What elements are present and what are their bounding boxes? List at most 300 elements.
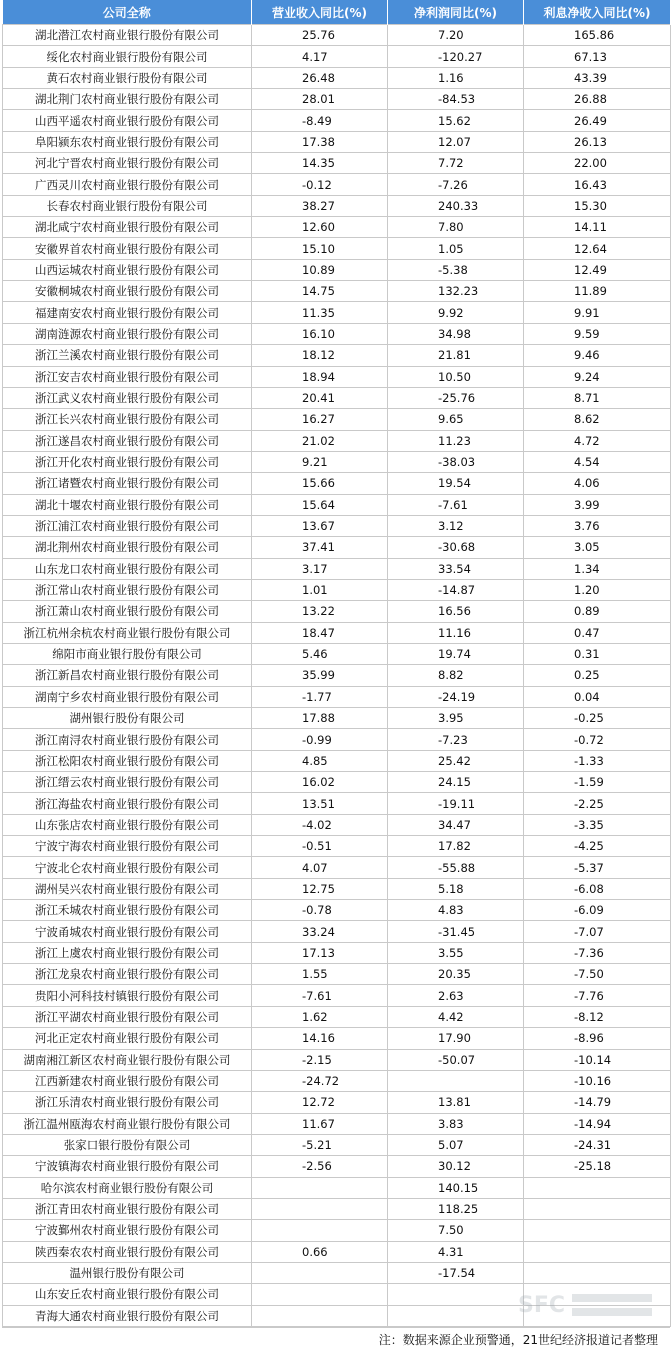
- cell-net-profit-yoy: 17.90: [388, 1028, 524, 1049]
- header-net-profit-yoy[interactable]: 净利润同比(%): [388, 0, 524, 25]
- table-row: [3, 67, 671, 88]
- table-row: [3, 25, 671, 46]
- cell-company-name: 湖北十堰农村商业银行股份有限公司: [3, 494, 252, 515]
- table-row: [3, 217, 671, 238]
- cell-net-profit-yoy: 25.42: [388, 750, 524, 771]
- cell-net-profit-yoy: 21.81: [388, 345, 524, 366]
- cell-net-interest-income-yoy: 26.88: [524, 89, 671, 110]
- cell-net-interest-income-yoy: 14.11: [524, 217, 671, 238]
- cell-net-profit-yoy: 19.74: [388, 643, 524, 664]
- cell-net-profit-yoy: 17.82: [388, 836, 524, 857]
- cell-net-profit-yoy: -31.45: [388, 921, 524, 942]
- cell-net-interest-income-yoy: -5.37: [524, 857, 671, 878]
- cell-revenue-yoy: 18.12: [252, 345, 388, 366]
- cell-company-name: 河北正定农村商业银行股份有限公司: [3, 1028, 252, 1049]
- cell-net-interest-income-yoy: 9.46: [524, 345, 671, 366]
- cell-company-name: 浙江萧山农村商业银行股份有限公司: [3, 601, 252, 622]
- cell-revenue-yoy: 16.10: [252, 323, 388, 344]
- table-row: [3, 900, 671, 921]
- cell-net-profit-yoy: 4.42: [388, 1006, 524, 1027]
- cell-revenue-yoy: -0.51: [252, 836, 388, 857]
- cell-company-name: 浙江浦江农村商业银行股份有限公司: [3, 515, 252, 536]
- table-row: [3, 921, 671, 942]
- page: [2, 0, 670, 1356]
- cell-net-profit-yoy: [388, 1284, 524, 1305]
- cell-revenue-yoy: 18.94: [252, 366, 388, 387]
- cell-revenue-yoy: 12.72: [252, 1092, 388, 1113]
- cell-net-interest-income-yoy: 11.89: [524, 281, 671, 302]
- cell-net-interest-income-yoy: -25.18: [524, 1156, 671, 1177]
- cell-net-profit-yoy: -7.23: [388, 729, 524, 750]
- cell-net-profit-yoy: 132.23: [388, 281, 524, 302]
- cell-company-name: 安徽界首农村商业银行股份有限公司: [3, 238, 252, 259]
- table-row: [3, 195, 671, 216]
- cell-company-name: 浙江遂昌农村商业银行股份有限公司: [3, 430, 252, 451]
- cell-net-interest-income-yoy: -0.25: [524, 708, 671, 729]
- svg-text:SFC: SFC: [518, 1292, 566, 1318]
- cell-company-name: 河北宁晋农村商业银行股份有限公司: [3, 153, 252, 174]
- cell-net-profit-yoy: 5.18: [388, 878, 524, 899]
- cell-net-interest-income-yoy: -6.08: [524, 878, 671, 899]
- cell-net-profit-yoy: 20.35: [388, 964, 524, 985]
- cell-net-profit-yoy: 240.33: [388, 195, 524, 216]
- cell-company-name: 哈尔滨农村商业银行股份有限公司: [3, 1177, 252, 1198]
- cell-company-name: 张家口银行股份有限公司: [3, 1134, 252, 1155]
- table-row: [3, 366, 671, 387]
- cell-net-profit-yoy: -5.38: [388, 259, 524, 280]
- cell-company-name: 浙江温州瓯海农村商业银行股份有限公司: [3, 1113, 252, 1134]
- cell-company-name: 绵阳市商业银行股份有限公司: [3, 643, 252, 664]
- cell-revenue-yoy: 9.21: [252, 451, 388, 472]
- cell-net-interest-income-yoy: 8.71: [524, 387, 671, 408]
- cell-net-profit-yoy: 15.62: [388, 110, 524, 131]
- cell-net-interest-income-yoy: 67.13: [524, 46, 671, 67]
- cell-net-interest-income-yoy: -2.25: [524, 793, 671, 814]
- cell-company-name: 浙江海盐农村商业银行股份有限公司: [3, 793, 252, 814]
- cell-net-profit-yoy: 3.55: [388, 942, 524, 963]
- table-row: [3, 323, 671, 344]
- cell-revenue-yoy: 16.02: [252, 772, 388, 793]
- cell-revenue-yoy: 12.60: [252, 217, 388, 238]
- cell-net-interest-income-yoy: -4.25: [524, 836, 671, 857]
- cell-net-profit-yoy: 11.16: [388, 622, 524, 643]
- table-row: [3, 1049, 671, 1070]
- cell-net-interest-income-yoy: [524, 1220, 671, 1241]
- cell-revenue-yoy: [252, 1198, 388, 1219]
- cell-company-name: 浙江安吉农村商业银行股份有限公司: [3, 366, 252, 387]
- cell-net-interest-income-yoy: 4.06: [524, 473, 671, 494]
- cell-revenue-yoy: -2.15: [252, 1049, 388, 1070]
- cell-company-name: 湖州银行股份有限公司: [3, 708, 252, 729]
- cell-net-interest-income-yoy: 3.76: [524, 515, 671, 536]
- cell-net-interest-income-yoy: 1.20: [524, 579, 671, 600]
- cell-company-name: 浙江杭州余杭农村商业银行股份有限公司: [3, 622, 252, 643]
- cell-net-interest-income-yoy: [524, 1305, 671, 1326]
- cell-company-name: 山东张店农村商业银行股份有限公司: [3, 814, 252, 835]
- cell-company-name: 浙江新昌农村商业银行股份有限公司: [3, 665, 252, 686]
- cell-net-profit-yoy: 7.72: [388, 153, 524, 174]
- cell-revenue-yoy: 15.10: [252, 238, 388, 259]
- cell-revenue-yoy: [252, 1305, 388, 1326]
- table-row: [3, 302, 671, 323]
- cell-net-profit-yoy: -7.61: [388, 494, 524, 515]
- cell-net-interest-income-yoy: 4.54: [524, 451, 671, 472]
- cell-company-name: 湖北荆州农村商业银行股份有限公司: [3, 537, 252, 558]
- cell-company-name: 浙江武义农村商业银行股份有限公司: [3, 387, 252, 408]
- cell-company-name: 浙江开化农村商业银行股份有限公司: [3, 451, 252, 472]
- cell-company-name: 长春农村商业银行股份有限公司: [3, 195, 252, 216]
- cell-net-interest-income-yoy: -7.07: [524, 921, 671, 942]
- table-row: [3, 1305, 671, 1326]
- cell-net-interest-income-yoy: -10.14: [524, 1049, 671, 1070]
- cell-net-interest-income-yoy: 4.72: [524, 430, 671, 451]
- cell-revenue-yoy: -0.12: [252, 174, 388, 195]
- cell-net-interest-income-yoy: [524, 1241, 671, 1262]
- cell-net-profit-yoy: 24.15: [388, 772, 524, 793]
- header-revenue-yoy[interactable]: 营业收入同比(%): [252, 0, 388, 25]
- cell-revenue-yoy: 14.16: [252, 1028, 388, 1049]
- cell-revenue-yoy: 20.41: [252, 387, 388, 408]
- cell-company-name: 江西新建农村商业银行股份有限公司: [3, 1070, 252, 1091]
- cell-net-interest-income-yoy: -24.31: [524, 1134, 671, 1155]
- cell-company-name: 宁波镇海农村商业银行股份有限公司: [3, 1156, 252, 1177]
- table-row: [3, 1177, 671, 1198]
- cell-net-interest-income-yoy: -7.36: [524, 942, 671, 963]
- cell-net-interest-income-yoy: 9.91: [524, 302, 671, 323]
- table-row: [3, 238, 671, 259]
- cell-revenue-yoy: -0.78: [252, 900, 388, 921]
- cell-net-profit-yoy: 34.47: [388, 814, 524, 835]
- cell-revenue-yoy: 35.99: [252, 665, 388, 686]
- cell-revenue-yoy: [252, 1262, 388, 1283]
- cell-net-interest-income-yoy: [524, 1262, 671, 1283]
- table-row: [3, 686, 671, 707]
- cell-net-interest-income-yoy: 16.43: [524, 174, 671, 195]
- cell-company-name: 安徽桐城农村商业银行股份有限公司: [3, 281, 252, 302]
- cell-revenue-yoy: 0.66: [252, 1241, 388, 1262]
- cell-net-interest-income-yoy: -6.09: [524, 900, 671, 921]
- cell-company-name: 浙江常山农村商业银行股份有限公司: [3, 579, 252, 600]
- cell-revenue-yoy: 1.01: [252, 579, 388, 600]
- cell-revenue-yoy: 33.24: [252, 921, 388, 942]
- cell-company-name: 贵阳小河科技村镇银行股份有限公司: [3, 985, 252, 1006]
- table-row: [3, 1241, 671, 1262]
- table-body: [3, 25, 671, 1327]
- cell-company-name: 湖州吴兴农村商业银行股份有限公司: [3, 878, 252, 899]
- table-row: [3, 836, 671, 857]
- cell-company-name: 湖北咸宁农村商业银行股份有限公司: [3, 217, 252, 238]
- cell-revenue-yoy: [252, 1284, 388, 1305]
- table-row: [3, 409, 671, 430]
- table-row: [3, 579, 671, 600]
- cell-company-name: 阜阳颍东农村商业银行股份有限公司: [3, 131, 252, 152]
- cell-net-interest-income-yoy: -8.12: [524, 1006, 671, 1027]
- cell-revenue-yoy: 1.55: [252, 964, 388, 985]
- cell-net-interest-income-yoy: 0.47: [524, 622, 671, 643]
- cell-company-name: 山东龙口农村商业银行股份有限公司: [3, 558, 252, 579]
- cell-company-name: 湖南涟源农村商业银行股份有限公司: [3, 323, 252, 344]
- cell-company-name: 山东安丘农村商业银行股份有限公司: [3, 1284, 252, 1305]
- cell-net-interest-income-yoy: -14.79: [524, 1092, 671, 1113]
- table-header: [3, 0, 671, 25]
- cell-net-profit-yoy: [388, 1305, 524, 1326]
- cell-company-name: 陕西秦农农村商业银行股份有限公司: [3, 1241, 252, 1262]
- cell-net-interest-income-yoy: 43.39: [524, 67, 671, 88]
- table-row: [3, 1070, 671, 1091]
- table-row: [3, 345, 671, 366]
- cell-revenue-yoy: 15.66: [252, 473, 388, 494]
- table-row: [3, 857, 671, 878]
- cell-revenue-yoy: 15.64: [252, 494, 388, 515]
- cell-net-interest-income-yoy: 9.59: [524, 323, 671, 344]
- cell-revenue-yoy: 28.01: [252, 89, 388, 110]
- cell-net-profit-yoy: 30.12: [388, 1156, 524, 1177]
- cell-company-name: 绥化农村商业银行股份有限公司: [3, 46, 252, 67]
- table-row: [3, 793, 671, 814]
- table-row: [3, 878, 671, 899]
- cell-company-name: 浙江禾城农村商业银行股份有限公司: [3, 900, 252, 921]
- table-row: [3, 1284, 671, 1305]
- cell-company-name: 浙江龙泉农村商业银行股份有限公司: [3, 964, 252, 985]
- cell-net-profit-yoy: [388, 1070, 524, 1091]
- cell-net-profit-yoy: 8.82: [388, 665, 524, 686]
- header-row: [3, 0, 671, 25]
- cell-net-interest-income-yoy: 26.13: [524, 131, 671, 152]
- cell-company-name: 浙江缙云农村商业银行股份有限公司: [3, 772, 252, 793]
- table-row: [3, 750, 671, 771]
- cell-net-profit-yoy: -7.26: [388, 174, 524, 195]
- cell-company-name: 湖北潜江农村商业银行股份有限公司: [3, 25, 252, 46]
- table-row: [3, 473, 671, 494]
- cell-company-name: 青海大通农村商业银行股份有限公司: [3, 1305, 252, 1326]
- cell-revenue-yoy: 3.17: [252, 558, 388, 579]
- table-row: [3, 1028, 671, 1049]
- cell-revenue-yoy: 14.75: [252, 281, 388, 302]
- cell-revenue-yoy: 13.51: [252, 793, 388, 814]
- cell-revenue-yoy: [252, 1177, 388, 1198]
- cell-net-interest-income-yoy: 22.00: [524, 153, 671, 174]
- cell-net-profit-yoy: -19.11: [388, 793, 524, 814]
- cell-net-profit-yoy: 3.95: [388, 708, 524, 729]
- cell-company-name: 宁波宁海农村商业银行股份有限公司: [3, 836, 252, 857]
- cell-company-name: 浙江松阳农村商业银行股份有限公司: [3, 750, 252, 771]
- cell-company-name: 浙江诸暨农村商业银行股份有限公司: [3, 473, 252, 494]
- cell-net-interest-income-yoy: 12.49: [524, 259, 671, 280]
- table-row: [3, 259, 671, 280]
- cell-revenue-yoy: 13.22: [252, 601, 388, 622]
- cell-net-interest-income-yoy: 0.31: [524, 643, 671, 664]
- cell-net-profit-yoy: 10.50: [388, 366, 524, 387]
- cell-net-profit-yoy: 33.54: [388, 558, 524, 579]
- cell-company-name: 浙江兰溪农村商业银行股份有限公司: [3, 345, 252, 366]
- cell-net-interest-income-yoy: -0.72: [524, 729, 671, 750]
- cell-revenue-yoy: 21.02: [252, 430, 388, 451]
- cell-company-name: 温州银行股份有限公司: [3, 1262, 252, 1283]
- cell-company-name: 黄石农村商业银行股份有限公司: [3, 67, 252, 88]
- cell-company-name: 宁波北仑农村商业银行股份有限公司: [3, 857, 252, 878]
- cell-revenue-yoy: 4.17: [252, 46, 388, 67]
- cell-net-interest-income-yoy: -8.96: [524, 1028, 671, 1049]
- table-row: [3, 601, 671, 622]
- cell-net-profit-yoy: -30.68: [388, 537, 524, 558]
- table-row: [3, 515, 671, 536]
- cell-net-profit-yoy: 7.50: [388, 1220, 524, 1241]
- cell-net-profit-yoy: 5.07: [388, 1134, 524, 1155]
- table-row: [3, 131, 671, 152]
- cell-company-name: 湖南湘江新区农村商业银行股份有限公司: [3, 1049, 252, 1070]
- cell-company-name: 福建南安农村商业银行股份有限公司: [3, 302, 252, 323]
- cell-revenue-yoy: 18.47: [252, 622, 388, 643]
- cell-net-profit-yoy: -17.54: [388, 1262, 524, 1283]
- table-row: [3, 430, 671, 451]
- cell-net-profit-yoy: 7.20: [388, 25, 524, 46]
- cell-net-interest-income-yoy: 15.30: [524, 195, 671, 216]
- table-row: [3, 964, 671, 985]
- cell-net-profit-yoy: -38.03: [388, 451, 524, 472]
- cell-revenue-yoy: 25.76: [252, 25, 388, 46]
- cell-company-name: 湖南宁乡农村商业银行股份有限公司: [3, 686, 252, 707]
- table-row: [3, 46, 671, 67]
- cell-net-profit-yoy: 13.81: [388, 1092, 524, 1113]
- table-row: [3, 1262, 671, 1283]
- cell-company-name: 山西运城农村商业银行股份有限公司: [3, 259, 252, 280]
- table-row: [3, 153, 671, 174]
- cell-revenue-yoy: 17.88: [252, 708, 388, 729]
- cell-net-interest-income-yoy: 0.89: [524, 601, 671, 622]
- cell-net-profit-yoy: -14.87: [388, 579, 524, 600]
- cell-net-profit-yoy: 4.83: [388, 900, 524, 921]
- cell-net-profit-yoy: 34.98: [388, 323, 524, 344]
- table-row: [3, 110, 671, 131]
- cell-company-name: 广西灵川农村商业银行股份有限公司: [3, 174, 252, 195]
- table-row: [3, 537, 671, 558]
- cell-net-interest-income-yoy: -1.59: [524, 772, 671, 793]
- cell-net-profit-yoy: 118.25: [388, 1198, 524, 1219]
- cell-company-name: 浙江长兴农村商业银行股份有限公司: [3, 409, 252, 430]
- table-row: [3, 643, 671, 664]
- cell-revenue-yoy: 5.46: [252, 643, 388, 664]
- table-row: [3, 708, 671, 729]
- cell-revenue-yoy: 4.07: [252, 857, 388, 878]
- cell-revenue-yoy: 38.27: [252, 195, 388, 216]
- cell-net-interest-income-yoy: -7.50: [524, 964, 671, 985]
- cell-revenue-yoy: 17.13: [252, 942, 388, 963]
- cell-net-interest-income-yoy: [524, 1177, 671, 1198]
- cell-net-profit-yoy: 12.07: [388, 131, 524, 152]
- table-row: [3, 494, 671, 515]
- cell-revenue-yoy: 12.75: [252, 878, 388, 899]
- table-row: [3, 1006, 671, 1027]
- cell-revenue-yoy: 10.89: [252, 259, 388, 280]
- table-row: [3, 558, 671, 579]
- cell-revenue-yoy: 17.38: [252, 131, 388, 152]
- cell-net-interest-income-yoy: [524, 1198, 671, 1219]
- cell-net-interest-income-yoy: 3.99: [524, 494, 671, 515]
- cell-company-name: 浙江上虞农村商业银行股份有限公司: [3, 942, 252, 963]
- cell-net-interest-income-yoy: 9.24: [524, 366, 671, 387]
- table-row: [3, 622, 671, 643]
- table-row: [3, 1113, 671, 1134]
- cell-revenue-yoy: [252, 1220, 388, 1241]
- cell-revenue-yoy: 11.67: [252, 1113, 388, 1134]
- table-row: [3, 174, 671, 195]
- cell-revenue-yoy: -7.61: [252, 985, 388, 1006]
- cell-net-profit-yoy: 7.80: [388, 217, 524, 238]
- source-note: 注：数据来源企业预警通，21世纪经济报道记者整理: [2, 1327, 670, 1356]
- cell-net-profit-yoy: 9.92: [388, 302, 524, 323]
- table-row: [3, 1198, 671, 1219]
- cell-net-profit-yoy: 4.31: [388, 1241, 524, 1262]
- table-row: [3, 985, 671, 1006]
- cell-net-interest-income-yoy: -14.94: [524, 1113, 671, 1134]
- cell-net-interest-income-yoy: -1.33: [524, 750, 671, 771]
- cell-net-interest-income-yoy: 0.04: [524, 686, 671, 707]
- table-row: [3, 729, 671, 750]
- cell-company-name: 浙江南浔农村商业银行股份有限公司: [3, 729, 252, 750]
- cell-revenue-yoy: -8.49: [252, 110, 388, 131]
- cell-revenue-yoy: 26.48: [252, 67, 388, 88]
- table-row: [3, 1220, 671, 1241]
- table-row: [3, 665, 671, 686]
- cell-company-name: 山西平遥农村商业银行股份有限公司: [3, 110, 252, 131]
- cell-net-interest-income-yoy: 1.34: [524, 558, 671, 579]
- cell-net-profit-yoy: -25.76: [388, 387, 524, 408]
- cell-net-interest-income-yoy: -10.16: [524, 1070, 671, 1091]
- cell-net-interest-income-yoy: 0.25: [524, 665, 671, 686]
- cell-revenue-yoy: 11.35: [252, 302, 388, 323]
- cell-net-interest-income-yoy: 8.62: [524, 409, 671, 430]
- cell-company-name: 宁波鄞州农村商业银行股份有限公司: [3, 1220, 252, 1241]
- cell-revenue-yoy: -1.77: [252, 686, 388, 707]
- header-company-name[interactable]: 公司全称: [3, 0, 252, 25]
- cell-revenue-yoy: 13.67: [252, 515, 388, 536]
- cell-net-interest-income-yoy: -3.35: [524, 814, 671, 835]
- cell-net-profit-yoy: 1.16: [388, 67, 524, 88]
- cell-net-profit-yoy: 1.05: [388, 238, 524, 259]
- cell-net-profit-yoy: -50.07: [388, 1049, 524, 1070]
- cell-net-interest-income-yoy: 3.05: [524, 537, 671, 558]
- table-row: [3, 1092, 671, 1113]
- cell-net-profit-yoy: -84.53: [388, 89, 524, 110]
- table-row: [3, 281, 671, 302]
- table-row: [3, 942, 671, 963]
- cell-net-profit-yoy: 3.12: [388, 515, 524, 536]
- cell-net-interest-income-yoy: 12.64: [524, 238, 671, 259]
- header-net-interest-income-yoy[interactable]: 利息净收入同比(%): [524, 0, 671, 25]
- cell-net-interest-income-yoy: -7.76: [524, 985, 671, 1006]
- cell-company-name: 湖北荆门农村商业银行股份有限公司: [3, 89, 252, 110]
- cell-revenue-yoy: 14.35: [252, 153, 388, 174]
- cell-net-interest-income-yoy: 165.86: [524, 25, 671, 46]
- cell-net-profit-yoy: 11.23: [388, 430, 524, 451]
- cell-company-name: 浙江平湖农村商业银行股份有限公司: [3, 1006, 252, 1027]
- cell-company-name: 宁波甬城农村商业银行股份有限公司: [3, 921, 252, 942]
- cell-revenue-yoy: 16.27: [252, 409, 388, 430]
- cell-net-profit-yoy: -55.88: [388, 857, 524, 878]
- cell-revenue-yoy: -5.21: [252, 1134, 388, 1155]
- cell-company-name: 浙江乐清农村商业银行股份有限公司: [3, 1092, 252, 1113]
- cell-revenue-yoy: 1.62: [252, 1006, 388, 1027]
- table-row: [3, 772, 671, 793]
- cell-revenue-yoy: -24.72: [252, 1070, 388, 1091]
- cell-net-profit-yoy: -24.19: [388, 686, 524, 707]
- cell-net-profit-yoy: 16.56: [388, 601, 524, 622]
- cell-revenue-yoy: 37.41: [252, 537, 388, 558]
- table-row: [3, 89, 671, 110]
- cell-net-interest-income-yoy: 26.49: [524, 110, 671, 131]
- table-row: [3, 1156, 671, 1177]
- cell-net-profit-yoy: 140.15: [388, 1177, 524, 1198]
